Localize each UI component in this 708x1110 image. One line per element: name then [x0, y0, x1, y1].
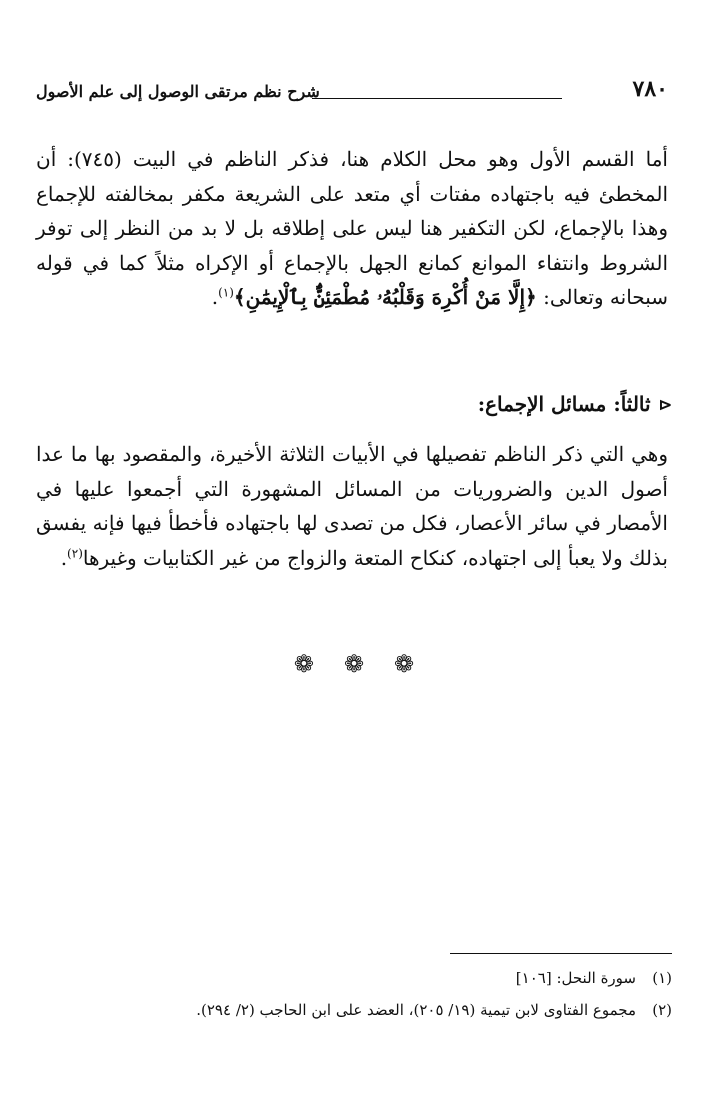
footnote-divider [450, 953, 672, 954]
paragraph-1-text: أما القسم الأول وهو محل الكلام هنا، فذكر الناظم في البيت (٧٤٥): أن المخطئ فيه باجتهاده مفتات أي متعد على الشريعة مكفر بمخالفته للإجماع وهذا بالإجماع، لكن التكفير هنا ليس على إطلاقه بل لا بد من النظر إلى توفر الشروط وانتفاء الموانع كمانع الجهل بالإجماع أو الإكراه مثلاً كما في قوله سبحانه وتعالى: [36, 147, 669, 309]
paragraph-2-end: . [60, 545, 68, 570]
section-heading [478, 392, 672, 416]
footnotes [40, 962, 672, 1026]
ornament-icon: ❁ [293, 650, 314, 678]
paragraph-1 [36, 142, 668, 315]
ornament-icon: ❁ [394, 650, 415, 678]
header-rule [312, 98, 562, 99]
section-heading-text: ثالثاً: مسائل الإجماع: [477, 392, 651, 416]
footnote-item [40, 962, 672, 994]
quran-verse: ﴿إِلَّا مَنْ أُكْرِهَ وَقَلْبُهُۥ مُطْمَئِنٌّۢ بِٱلْإِيمَٰنِ﴾ [233, 285, 537, 309]
paragraph-2-text: وهي التي ذكر الناظم تفصيلها في الأبيات الثلاثة الأخيرة، والمقصود بها ما عدا أصول الدين والضروريات من المسائل المشهورة التي أجمعوا عليها في الأمصار في سائر الأعصار، فكل من تصدى لها باجتهاده فأخطأ فيها فإنه يفسق بذلك ولا يعبأ إلى اجتهاده، كنكاح المتعة والزواج من غير الكتابيات وغيرها [36, 442, 668, 570]
running-title: شرح نظم مرتقى الوصول إلى علم الأصول [36, 82, 320, 101]
paragraph-1-end: . [211, 285, 219, 309]
footnote-text: سورة النحل: [١٠٦] [515, 969, 636, 987]
footnote-item [40, 994, 672, 1026]
footnote-ref-2: (٢) [67, 545, 83, 560]
paragraph-2 [36, 437, 668, 575]
ornament-icon: ❁ [343, 650, 365, 678]
footnote-marker: (١) [652, 969, 672, 987]
footnote-marker: (٢) [652, 1001, 672, 1019]
heading-arrow-icon: ⊲ [658, 394, 672, 414]
page-number: ٧٨٠ [632, 76, 668, 102]
section-divider-ornaments [0, 650, 708, 678]
page-header [36, 76, 668, 110]
footnote-ref-1: (١) [218, 285, 234, 300]
footnote-text: مجموع الفتاوى لابن تيمية (١٩/ ٢٠٥)، العضد على ابن الحاجب (٢/ ٢٩٤). [196, 1001, 636, 1019]
